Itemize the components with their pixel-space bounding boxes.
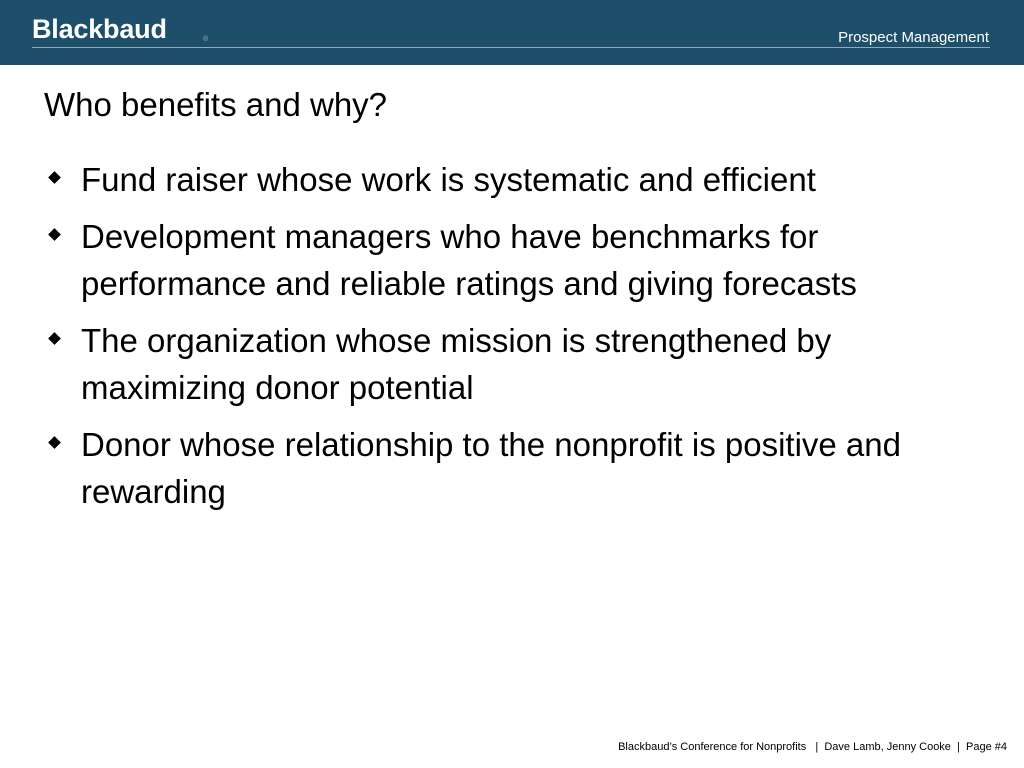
bullet-item <box>44 156 994 203</box>
registered-mark: ® <box>203 36 209 43</box>
header-bar <box>0 0 1024 65</box>
diamond-bullet-icon <box>48 332 61 345</box>
footer-text: Blackbaud’s Conference for Nonprofits | Dave Lamb, Jenny Cooke | Page #4 <box>618 741 1007 753</box>
bullet-list <box>44 156 994 525</box>
diamond-bullet-icon <box>48 436 61 449</box>
blackbaud-logo: Blackbaud <box>32 14 167 44</box>
presentation-title: Prospect Management <box>838 29 989 46</box>
diamond-bullet-icon <box>48 171 61 184</box>
bullet-text: The organization whose mission is strengthened by maximizing donor potential <box>81 322 832 406</box>
bullet-item <box>44 317 994 411</box>
bullet-item <box>44 421 994 515</box>
bullet-text: Fund raiser whose work is systematic and efficient <box>81 161 816 198</box>
header-divider <box>32 47 990 48</box>
bullet-text: Donor whose relationship to the nonprofit is positive and rewarding <box>81 426 901 510</box>
bullet-item <box>44 213 994 307</box>
bullet-text: Development managers who have benchmarks for performance and reliable ratings and giving forecasts <box>81 218 857 302</box>
slide-title: Who benefits and why? <box>44 86 388 123</box>
diamond-bullet-icon <box>48 228 61 241</box>
